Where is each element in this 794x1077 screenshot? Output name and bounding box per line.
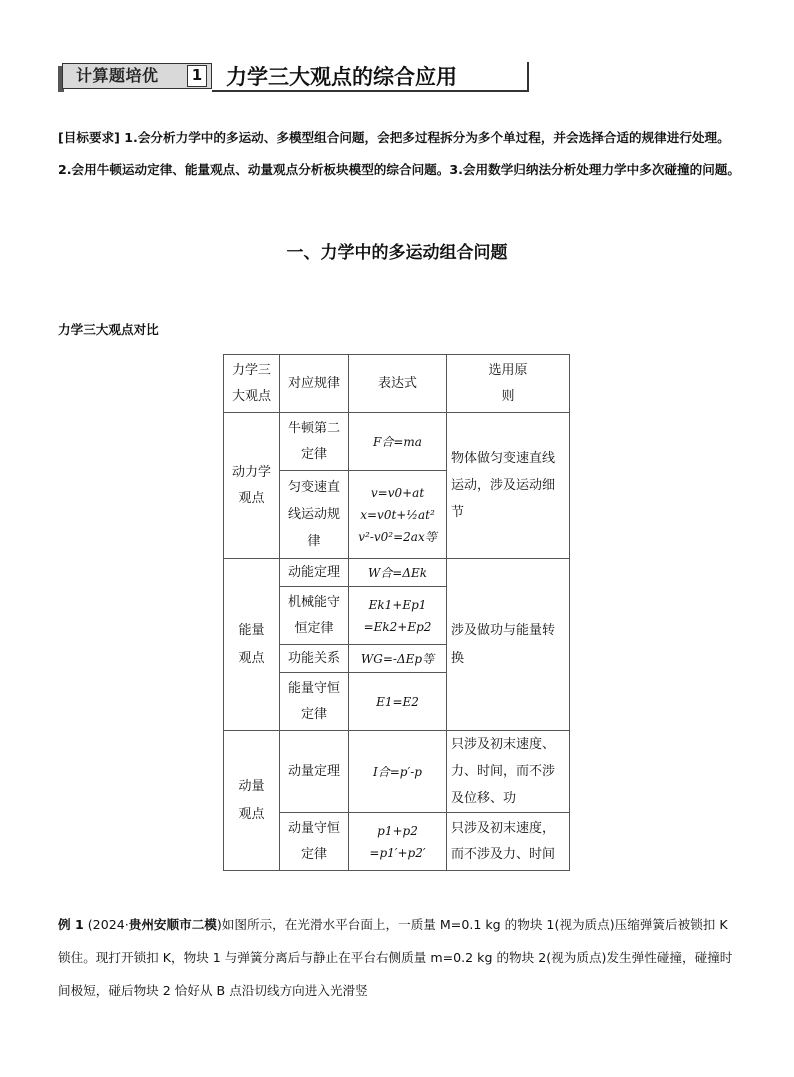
formula-cell: p1+p2 =p1′+p2′	[349, 813, 447, 871]
law-cell: 匀变速直线运动规律	[280, 471, 349, 559]
formula-cell: I合=p′-p	[349, 731, 447, 813]
viewpoint-energy: 能量观点	[224, 559, 280, 731]
principle-energy: 涉及做功与能量转换	[447, 559, 570, 731]
header-formula: 表达式	[349, 355, 447, 413]
header-principle: 选用原则	[447, 355, 570, 413]
banner-underline	[212, 90, 528, 92]
banner-divider	[527, 62, 529, 92]
law-cell: 牛顿第二定律	[280, 413, 349, 471]
objective-text: 1.会分析力学中的多运动、多模型组合问题，会把多过程拆分为多个单过程，并会选择合适的规律进行处理。2.会用牛顿运动定律、能量观点、动量观点分析板块模型的综合问题。3.会用数学归纳法分析处理力学中多次碰撞的问题。	[58, 130, 740, 177]
law-cell: 功能关系	[280, 645, 349, 673]
example-source: 贵州安顺市二模	[128, 917, 217, 932]
banner-label: 计算题培优	[76, 66, 159, 85]
formula-cell: Ek1+Ep1 =Ek2+Ep2	[349, 587, 447, 645]
viewpoint-momentum: 动量观点	[224, 731, 280, 871]
example-text: )如图所示，在光滑水平台面上，一质量 M=0.1 kg 的物块 1(视为质点)压缩弹簧后被锁扣 K 锁住。现打开锁扣 K，物块 1 与弹簧分离后与静止在平台右侧质量 m=0.2 kg 的物块 2(视为质点)发生弹性碰撞，碰撞时间极短，碰后物块 2 恰好从 B 点沿切线方向进入光滑竖	[58, 917, 733, 998]
table-row	[224, 413, 570, 471]
table-row	[224, 731, 570, 813]
law-cell: 动能定理	[280, 559, 349, 587]
objective-paragraph	[58, 122, 742, 186]
section-title: 一、力学中的多运动组合问题	[286, 243, 508, 263]
example-paragraph	[58, 908, 742, 1007]
formula-cell: F合=ma	[349, 413, 447, 471]
table-row	[224, 559, 570, 587]
principle-cell: 只涉及初末速度，而不涉及力、时间	[447, 813, 570, 871]
formula-cell: E1=E2	[349, 673, 447, 731]
example-label: 例 1	[58, 917, 84, 932]
principle-cell: 只涉及初末速度、力、时间，而不涉及位移、功	[447, 731, 570, 813]
table-caption: 力学三大观点对比	[58, 322, 159, 337]
example-source-prefix: (2024·	[87, 917, 129, 932]
banner-number: 1	[187, 65, 207, 87]
viewpoint-comparison-table	[223, 354, 570, 871]
table-header-row	[224, 355, 570, 413]
formula-cell: WG=-ΔEp等	[349, 645, 447, 673]
principle-dynamics: 物体做匀变速直线运动，涉及运动细节	[447, 413, 570, 559]
formula-cell: W合=ΔEk	[349, 559, 447, 587]
page-title: 力学三大观点的综合应用	[226, 65, 457, 89]
law-cell: 动量守恒定律	[280, 813, 349, 871]
objective-tag: [目标要求]	[58, 130, 120, 145]
law-cell: 动量定理	[280, 731, 349, 813]
law-cell: 机械能守恒定律	[280, 587, 349, 645]
header-viewpoint: 力学三大观点	[224, 355, 280, 413]
law-cell: 能量守恒定律	[280, 673, 349, 731]
header-law: 对应规律	[280, 355, 349, 413]
viewpoint-dynamics: 动力学观点	[224, 413, 280, 559]
formula-cell: v=v0+at x=v0t+½at² v²-v0²=2ax等	[349, 471, 447, 559]
